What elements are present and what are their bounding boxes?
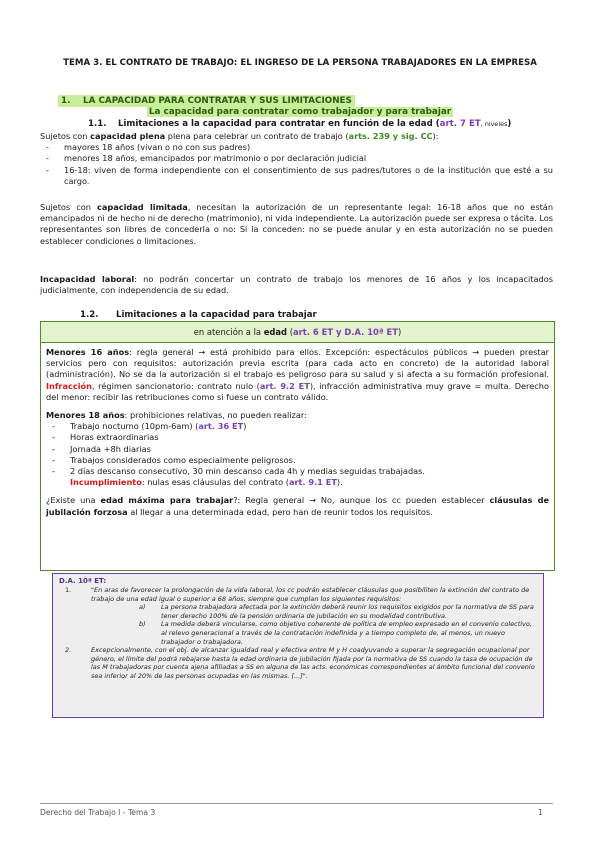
paren-close: ) [507, 119, 512, 129]
q-bold: edad máxima para trabajar [100, 495, 234, 506]
legal-reference: art. 7 ET [439, 119, 481, 129]
reference-note: , niveles [480, 120, 508, 128]
q-text1: ?: Regla general → No, aunque los cc pueden establecer [233, 495, 490, 506]
header-post: ) [397, 327, 402, 337]
m18-text: : prohibiciones relativas, no pueden realizar: [124, 410, 307, 421]
da-title: D.A. 10ª ET: [59, 577, 107, 585]
menores-16-paragraph [46, 347, 549, 403]
limitada-pre: Sujetos con [40, 202, 97, 212]
incumplimiento-bold: Incumplimiento [70, 477, 142, 488]
point-number: b) [139, 620, 146, 629]
edad-maxima-paragraph [46, 495, 549, 517]
m16-red: Infracción [46, 380, 92, 391]
footer-left: Derecho del Trabajo I - Tema 3 [40, 808, 156, 817]
legal-reference: art. 9.1 ET [288, 477, 337, 488]
m18-bold: Menores 18 años [46, 410, 125, 421]
box-body [41, 343, 554, 522]
da-point-a [59, 603, 537, 620]
plena-list [40, 142, 553, 187]
q-pre: ¿Existe una [46, 495, 101, 506]
subtitle-text: La capacidad para contratar como trabajador y para trabajar [148, 107, 452, 117]
page-footer [40, 803, 553, 817]
subsection-number: 1.2. [80, 310, 99, 320]
limitada-bold: capacidad limitada [97, 202, 188, 212]
incumplimiento-text: : nulas esas cláusulas del contrato ( [141, 477, 289, 488]
menores-18-paragraph [46, 410, 549, 488]
header-mid: ( [287, 327, 293, 337]
point-number: 1. [65, 586, 72, 594]
item-pre: Trabajo nocturno (10pm-6am) ( [70, 421, 199, 432]
list-item: - menores 18 años, emancipados por matrimonio o por declaración judicial [40, 153, 553, 164]
plena-pre: Sujetos con [40, 131, 91, 141]
incapacidad-paragraph [40, 274, 553, 296]
q-text2: al llegar a una determinada edad, pero han de reunir todos los requisitos. [127, 506, 433, 517]
legal-reference: art. 9.2 ET [259, 380, 310, 391]
age-limits-box [40, 321, 555, 571]
section-label: LA CAPACIDAD PARA CONTRATAR Y SUS LIMITACIONES [83, 96, 352, 106]
box-header [41, 322, 554, 343]
incapacidad-text: : no podrán concertar un contrato de trabajo los menores de 16 años y los incapacitados judicialmente, con independencia de su edad. [40, 274, 553, 296]
point-number: a) [139, 603, 146, 612]
list-item: - mayores 18 años (vivan o no con sus padres) [40, 142, 553, 153]
limitada-paragraph [40, 202, 553, 247]
header-bold: edad [263, 327, 288, 337]
da-10-quote-box [52, 573, 544, 718]
section-number: 1. [61, 96, 71, 106]
m18-list [46, 421, 549, 488]
da-point-b [59, 620, 537, 646]
subsection-label: Limitaciones a la capacidad para contratar en función de la edad ( [118, 119, 440, 129]
m16-text2: , régimen sancionatorio: contrato nulo ( [91, 380, 260, 391]
list-item [46, 466, 549, 488]
plena-bold: capacidad plena [90, 131, 166, 141]
list-item: - 16-18: viven de forma independiente con el consentimiento de sus padres/tutores o de la institución que esté a su cargo. [40, 165, 553, 187]
incapacidad-bold: Incapacidad laboral [40, 274, 135, 284]
subsection-number: 1.1. [88, 119, 107, 129]
plena-mid: plena para celebrar un contrato de trabajo ( [165, 131, 349, 141]
item-post: ) [243, 421, 247, 432]
list-item: - Jornada +8h diarias [46, 444, 549, 455]
da-point-1 [59, 586, 537, 603]
list-item [46, 421, 549, 432]
list-item: - Horas extraordinarias [46, 432, 549, 443]
legal-reference: arts. 239 y sig. CC [348, 131, 433, 141]
plena-post: ): [432, 131, 439, 141]
limitada-text: , necesitan la autorización de un representante legal: 16-18 años que no están emancipados ni de hecho ni de derecho (matrimonio), ni vida independiente. La autorización puede ser expresa o tácita. Los representantes son libres de concederla o no: Sí la conceden: no se puede anular y en esta autorización no se pueden establecer condiciones o limitaciones. [40, 202, 554, 246]
plena-paragraph [40, 131, 553, 187]
list-item: - Trabajos considerados como especialmente peligrosos. [46, 455, 549, 466]
header-pre: en atención a la [193, 327, 264, 337]
point-text: La persona trabajadora afectada por la extinción deberá reunir los requisitos exigidos por la normativa de SS para tener derecho 100% de la pensión ordinaria de jubilación en su modalidad contributiva. [161, 603, 534, 620]
m16-text3: ), infracción administrativa muy grave = multa. Derecho del menor: recibir las retribuciones como si fuese un contrato válido. [46, 380, 549, 402]
da-point-2 [59, 646, 537, 680]
m16-text1: : regla general → está prohibido para ellos. Excepción: espectáculos públicos → pueden prestar servicios pero con requisitos: autorización previa escrita (para cada acto en concreto) de la autoridad laboral (administración). No se da la autorización si el trabajo es peligroso para su salud y si afecta a su formación profesional. [46, 347, 549, 380]
point-text: Excepcionalmente, con el obj. de alcanzar igualdad real y efectiva entre M y H coadyuvando a superar la segregación ocupacional por género, el límite del podrá rebajarse hasta la edad ordinaria de jubilación fijada por la normativa de SS cuando la tasa de ocupación de las M trabajadoras por cuenta ajena afiliadas a SS en alguna de las acts. económicas correspondientes al ámbito funcional del convenio sea inferior al 20% de las personas ocupadas en las mismas. [...]". [91, 646, 535, 680]
q-bold2: cláusulas de jubilación forzosa [46, 495, 549, 517]
section-subtitle [0, 106, 600, 118]
page-number: 1 [538, 808, 543, 817]
point-text: La medida deberá vincularse, como objetivo coherente de política de empleo expresado en el convenio colectivo, al relevo generacional a través de la contratación indefinida y a tiempo completo de, al menos, un nuevo trabajador o trabajadora. [161, 620, 532, 646]
legal-reference: art. 6 ET y D.A. 10ª ET [292, 327, 398, 337]
subsection-heading-1-1 [88, 118, 511, 130]
incumplimiento-post: ). [336, 477, 343, 488]
subsection-label: Limitaciones a la capacidad para trabajar [116, 310, 317, 320]
m16-bold: Menores 16 años [46, 347, 130, 357]
legal-reference: art. 36 ET [198, 421, 244, 432]
point-text: "En aras de favorecer la prolongación de la vida laboral, los cc podrán establecer cláusulas que posibiliten la extinción del contrato de trabajo de una edad igual o superior a 68 años, siempre que cumplan los siguientes requisitos: [91, 586, 530, 603]
subsection-heading-1-2 [80, 309, 317, 321]
item-text: 2 días descanso consecutivo, 30 min descanso cada 4h y medias seguidas trabajadas. [70, 466, 426, 477]
document-title: TEMA 3. EL CONTRATO DE TRABAJO: EL INGRESO DE LA PERSONA TRABAJADORES EN LA EMPRESA [63, 58, 537, 68]
point-number: 2. [65, 646, 72, 655]
